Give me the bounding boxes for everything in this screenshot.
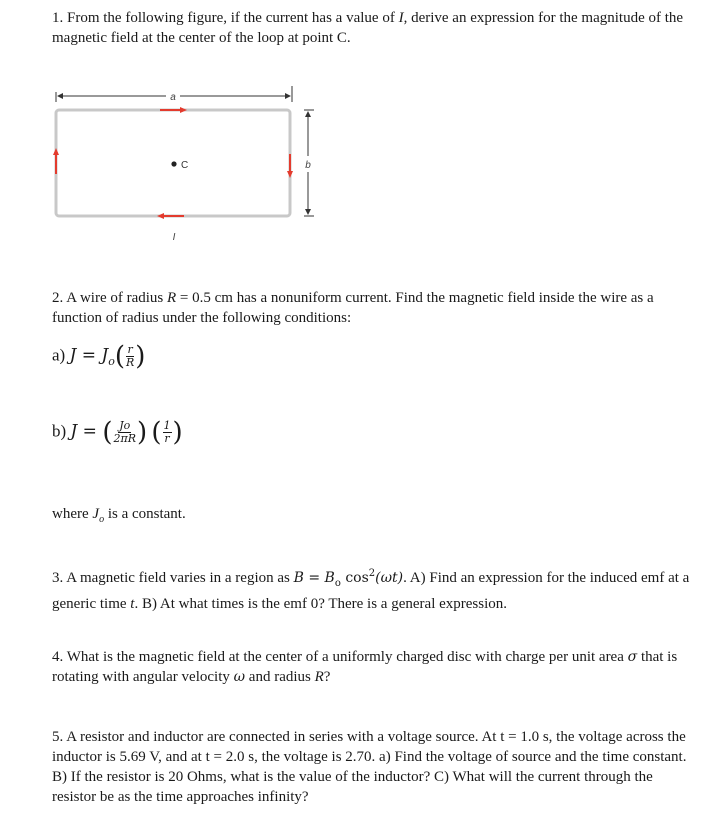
problem-number: 2.	[52, 290, 64, 306]
equation-a-J: J	[69, 345, 77, 366]
problem-text-end: . B) At what times is the emf 0? There is a general expression.	[134, 596, 508, 612]
equation-a	[52, 341, 146, 372]
equation-b-J: J	[70, 421, 78, 442]
dimension-a-arrowhead-left	[57, 93, 63, 99]
problem-1	[52, 8, 692, 48]
problem-number: 4.	[52, 649, 64, 665]
field-equation-subscript: o	[334, 578, 341, 589]
dimension-a-arrowhead-right	[285, 93, 291, 99]
problem-text: From the following figure, if the current has a value of	[67, 10, 399, 26]
problem-text-cont: that is rotating with angular velocity	[52, 649, 678, 685]
equation-b-prefix: b)	[52, 421, 71, 441]
problem-text: A wire of radius	[66, 290, 167, 306]
denominator: R	[125, 356, 135, 369]
label-current: I	[172, 232, 176, 242]
problem-text-end: ?	[323, 669, 331, 685]
problem-number: 5.	[52, 729, 64, 745]
right-paren: )	[172, 417, 183, 448]
problem-text: A resistor and inductor are connected in series with a voltage source. At t = 1.0 s, the voltage across the inductor is 5.69 V, and at t = 2.0 s, the voltage is 2.70. a) Find the voltage of source and the time constant. B) If the resistor is 20 Ohms, what is the value of the inductor? C) What will the current through the resistor be as the time approaches infinity?	[52, 729, 687, 805]
numerator: r	[127, 343, 133, 356]
left-paren: (	[114, 341, 125, 372]
equation-b	[52, 417, 183, 448]
arrow-left-head	[53, 148, 59, 155]
field-equation-argument: (ωt)	[375, 570, 404, 586]
note-text: where	[52, 506, 93, 522]
variable-current: I	[398, 10, 404, 26]
left-paren: (	[102, 417, 113, 448]
dimension-b-arrowhead-top	[305, 111, 311, 117]
problem-5	[52, 727, 692, 807]
problem-number: 3.	[52, 570, 64, 586]
arrow-bottom-head	[157, 213, 164, 219]
variable-radius: R	[167, 290, 177, 306]
variable-radius: R	[314, 669, 324, 685]
field-equation: B = B	[293, 570, 335, 586]
note-subscript: o	[99, 514, 105, 525]
denominator: r	[164, 432, 170, 445]
field-equation-exponent: 2	[368, 568, 376, 579]
problem-text-cont: , derive an expression for the magnitude of the magnetic field at the center of the loop at point C.	[52, 10, 684, 46]
denominator: 2πR	[113, 432, 136, 445]
problem-text-cont: . A) Find an expression for the induced emf at a generic time	[52, 570, 690, 612]
problem-2	[52, 288, 692, 328]
note-variable: J	[92, 506, 100, 522]
label-a: a	[170, 92, 176, 103]
equation-a-prefix: a)	[52, 345, 70, 365]
problem-text-cont: = 0.5 cm has a nonuniform current. Find the magnetic field inside the wire as a function of radius under the following conditions:	[52, 290, 654, 326]
right-paren: )	[136, 417, 148, 448]
variable-omega: ω	[233, 669, 246, 685]
left-paren: (	[151, 417, 162, 448]
problem-text-cont2: and radius	[245, 669, 315, 685]
problem-3	[52, 564, 692, 614]
equation-a-subscript: o	[108, 354, 115, 368]
problem-number: 1.	[52, 10, 64, 26]
dimension-b-arrowhead-bottom	[305, 209, 311, 215]
field-equation-cos: cos	[340, 570, 369, 586]
equation-b-equals: =	[77, 421, 103, 442]
fraction-r-over-R	[126, 344, 134, 369]
arrow-top-head	[180, 107, 187, 113]
variable-sigma: σ	[627, 649, 638, 665]
numerator: Jo	[119, 419, 131, 432]
label-b: b	[305, 160, 311, 171]
problem-4	[52, 647, 692, 687]
arrow-right-head	[287, 171, 293, 178]
label-c: C	[181, 160, 189, 171]
constant-note	[52, 504, 692, 530]
loop-figure	[50, 82, 330, 242]
fraction-jo-over-2piR	[113, 420, 136, 445]
fraction-1-over-r	[163, 420, 172, 445]
equation-a-equals: =	[76, 345, 102, 366]
center-point	[171, 161, 176, 166]
note-text-cont: is a constant.	[104, 506, 186, 522]
equation-a-J0: J	[101, 345, 109, 366]
variable-time: t	[130, 596, 135, 612]
problem-text: What is the magnetic field at the center of a uniformly charged disc with charge per unit area	[66, 649, 628, 665]
problem-text: A magnetic field varies in a region as	[66, 570, 294, 586]
right-paren: )	[135, 341, 146, 372]
numerator: 1	[163, 419, 171, 432]
